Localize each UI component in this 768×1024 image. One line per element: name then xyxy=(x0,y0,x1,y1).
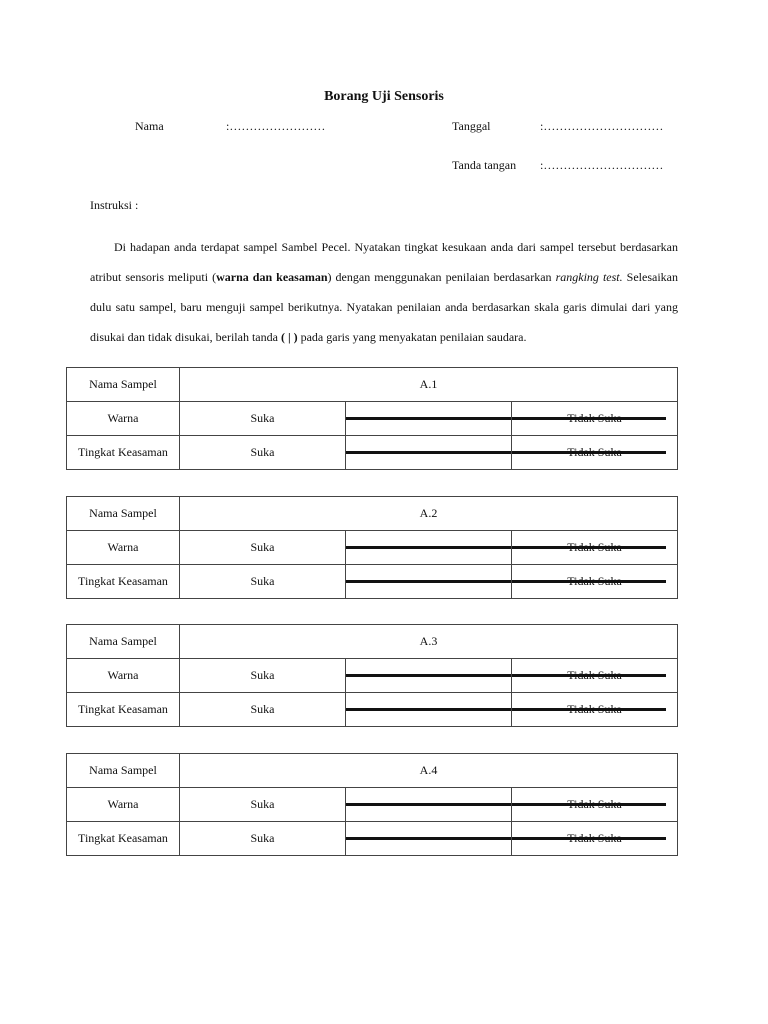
attribute-label: Tingkat Keasaman xyxy=(67,436,180,470)
rating-scale[interactable] xyxy=(346,788,512,822)
rating-scale[interactable] xyxy=(346,659,512,693)
scale-right-label: Tidak Suka xyxy=(512,531,678,565)
sample-name-label: Nama Sampel xyxy=(67,754,180,788)
attribute-label: Tingkat Keasaman xyxy=(67,565,180,599)
tanggal-label: Tanggal xyxy=(452,119,491,133)
table-row xyxy=(67,788,678,822)
table-row xyxy=(67,822,678,856)
instructions-paragraph xyxy=(90,232,678,352)
attribute-label: Warna xyxy=(67,788,180,822)
attribute-label: Tingkat Keasaman xyxy=(67,822,180,856)
scale-left-label: Suka xyxy=(180,565,346,599)
sample-code: A.3 xyxy=(180,625,678,659)
instructions-text-2: ) dengan menggunakan penilaian berdasarkan xyxy=(327,270,556,284)
scale-right-label: Tidak Suka xyxy=(512,822,678,856)
rating-scale[interactable] xyxy=(346,402,512,436)
table-row xyxy=(67,402,678,436)
attribute-label: Warna xyxy=(67,659,180,693)
sample-code: A.4 xyxy=(180,754,678,788)
rating-scale[interactable] xyxy=(346,436,512,470)
instructions-text-1: Di hadapan anda terdapat sampel Sambel Pecel. Nyatakan tingkat kesukaan anda dari sampel tersebut berdasarkan atribut sensoris meliputi ( xyxy=(90,240,678,284)
scale-right-label: Tidak Suka xyxy=(512,788,678,822)
scale-right-label: Tidak Suka xyxy=(512,693,678,727)
sample-table-a3 xyxy=(66,624,678,727)
scale-left-label: Suka xyxy=(180,402,346,436)
page-title: Borang Uji Sensoris xyxy=(324,89,444,104)
tanda-tangan-field[interactable]: :………………………… xyxy=(540,158,664,172)
table-row xyxy=(67,659,678,693)
instructions-bold-mark: ( | ) xyxy=(280,330,298,344)
table-row xyxy=(67,565,678,599)
instructions-text-3: Selesaikan dulu satu sampel, baru menguji sampel berikutnya. Nyatakan penilaian anda berdasarkan skala garis dimulai dari yang disukai dan tidak disukai, berilah tanda xyxy=(90,270,678,344)
table-row xyxy=(67,436,678,470)
instructions-italic-method: rangking test. xyxy=(555,270,623,284)
scale-right-label: Tidak Suka xyxy=(512,436,678,470)
nama-field[interactable]: :…………………… xyxy=(226,119,326,133)
table-row xyxy=(67,531,678,565)
sample-name-label: Nama Sampel xyxy=(67,497,180,531)
instructions-heading: Instruksi : xyxy=(90,198,139,212)
instructions-text-4: pada garis yang menyakatan penilaian saudara. xyxy=(297,330,527,344)
sample-code: A.2 xyxy=(180,497,678,531)
scale-left-label: Suka xyxy=(180,531,346,565)
sample-table-a2 xyxy=(66,496,678,599)
attribute-label: Tingkat Keasaman xyxy=(67,693,180,727)
nama-label: Nama xyxy=(135,119,164,133)
rating-scale[interactable] xyxy=(346,822,512,856)
rating-scale[interactable] xyxy=(346,531,512,565)
sample-table-a1 xyxy=(66,367,678,470)
sample-name-label: Nama Sampel xyxy=(67,368,180,402)
scale-left-label: Suka xyxy=(180,822,346,856)
scale-left-label: Suka xyxy=(180,693,346,727)
attribute-label: Warna xyxy=(67,402,180,436)
sample-name-label: Nama Sampel xyxy=(67,625,180,659)
instructions-bold-attributes: warna dan keasaman xyxy=(216,270,328,284)
sample-table-a4 xyxy=(66,753,678,856)
tanggal-field[interactable]: :………………………… xyxy=(540,119,664,133)
scale-left-label: Suka xyxy=(180,436,346,470)
table-row xyxy=(67,693,678,727)
scale-right-label: Tidak Suka xyxy=(512,402,678,436)
scale-right-label: Tidak Suka xyxy=(512,565,678,599)
attribute-label: Warna xyxy=(67,531,180,565)
tanda-tangan-label: Tanda tangan xyxy=(452,158,517,172)
rating-scale[interactable] xyxy=(346,693,512,727)
scale-right-label: Tidak Suka xyxy=(512,659,678,693)
scale-left-label: Suka xyxy=(180,788,346,822)
scale-left-label: Suka xyxy=(180,659,346,693)
sample-code: A.1 xyxy=(180,368,678,402)
rating-scale[interactable] xyxy=(346,565,512,599)
